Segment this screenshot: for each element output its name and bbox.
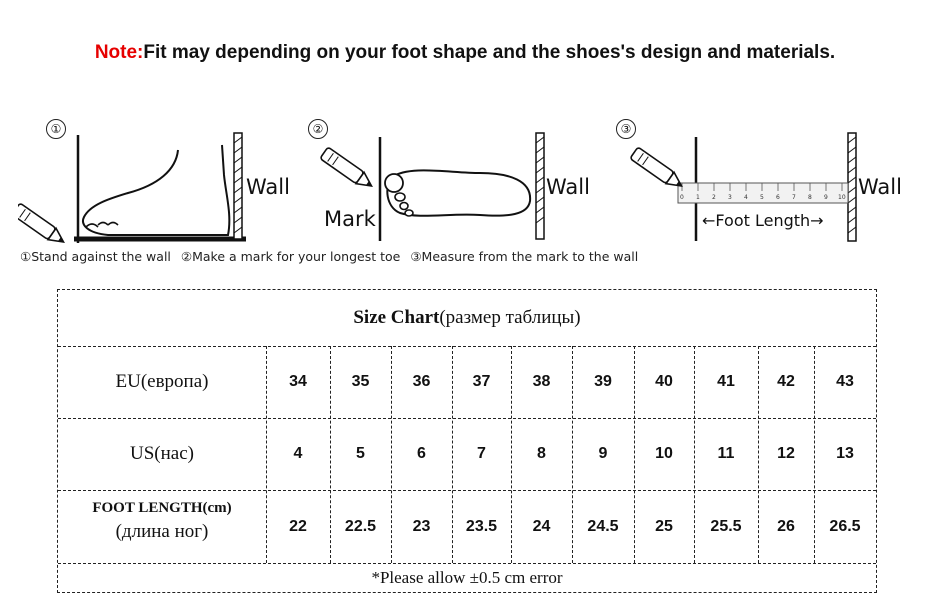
foot-length-cell: 25.5 (710, 518, 742, 535)
us-size-cell: 7 (477, 445, 486, 462)
note-lead: Note: (94, 42, 144, 63)
step-3-number: ③ (616, 119, 636, 139)
row-header-foot-length-en: FOOT LENGTH(cm) (92, 500, 232, 516)
eu-size-cell: 43 (836, 373, 854, 390)
ruler-tick-label: 1 (696, 194, 700, 201)
step-1-illustration (18, 115, 298, 245)
ruler-tick-label: 5 (760, 194, 764, 201)
us-size-cell: 8 (537, 445, 546, 462)
eu-size-cell: 38 (532, 373, 551, 390)
ruler-tick-label: 4 (744, 194, 748, 201)
eu-size-cell: 42 (777, 373, 795, 390)
foot-length-cell: 25 (655, 518, 673, 535)
us-size-cell: 5 (356, 445, 365, 462)
eu-size-cell: 37 (472, 373, 491, 390)
caption-step-2: ②Make a mark for your longest toe (180, 249, 401, 264)
us-size-cell: 10 (655, 445, 673, 462)
size-chart-title-ru: (размер таблицы) (439, 307, 581, 328)
ruler-tick-label: 2 (712, 194, 716, 201)
us-size-cell: 9 (598, 445, 608, 462)
ruler-tick-label: 6 (776, 194, 780, 201)
step-1-number: ① (46, 119, 66, 139)
step-3-illustration (614, 115, 914, 245)
eu-size-cell: 39 (594, 373, 612, 390)
step-2-mark-label: Mark (324, 207, 376, 231)
us-size-cell: 13 (836, 445, 854, 462)
caption-step-1: ①Stand against the wall (20, 249, 171, 264)
us-size-cell: 6 (417, 445, 426, 462)
us-size-cell: 4 (293, 445, 303, 462)
foot-length-cell: 23 (412, 518, 431, 535)
size-chart-title-en: Size Chart (353, 307, 440, 328)
us-size-cell: 11 (717, 445, 735, 462)
row-header-us: US(нас) (130, 443, 194, 464)
foot-length-label: ←Foot Length→ (702, 211, 824, 230)
step-2-number: ② (308, 119, 328, 139)
foot-length-cell: 22.5 (344, 518, 377, 535)
ruler-tick-label: 3 (728, 194, 732, 201)
foot-length-cell: 24.5 (587, 518, 619, 535)
ruler-tick-label: 7 (792, 194, 796, 201)
caption-step-3: ③Measure from the mark to the wall (410, 249, 639, 264)
ruler-tick-label: 10 (838, 194, 846, 201)
note-text: Fit may depending on your foot shape and the shoes's design and materials. (143, 42, 836, 63)
row-header-eu: EU(европа) (115, 371, 209, 392)
measure-instructions (20, 249, 644, 264)
step-2-illustration (300, 115, 620, 245)
size-chart-title (58, 290, 876, 346)
size-chart (57, 289, 877, 593)
foot-length-cell: 26 (777, 518, 795, 535)
foot-length-cell: 26.5 (829, 518, 861, 535)
tolerance-footnote: *Please allow ±0.5 cm error (371, 568, 563, 587)
ruler-ticks (678, 194, 848, 204)
step-1-wall-label: Wall (246, 175, 290, 199)
ruler-tick-label: 9 (824, 194, 828, 201)
ruler-tick-label: 8 (808, 194, 812, 201)
us-size-cell: 12 (777, 445, 795, 462)
eu-size-cell: 36 (412, 373, 431, 390)
eu-size-cell: 35 (351, 373, 370, 390)
eu-size-cell: 34 (289, 373, 307, 390)
foot-length-cell: 24 (532, 518, 551, 535)
row-header-foot-length-ru: (длина ног) (115, 521, 209, 542)
foot-length-cell: 22 (289, 518, 307, 535)
eu-size-cell: 40 (655, 373, 673, 390)
foot-length-cell: 23.5 (465, 518, 498, 535)
ruler-tick-label: 0 (680, 194, 684, 201)
row-header-foot-length (58, 500, 266, 556)
eu-size-cell: 41 (717, 373, 735, 390)
step-3-wall-label: Wall (858, 175, 902, 199)
fit-note (0, 42, 930, 64)
step-2-wall-label: Wall (546, 175, 590, 199)
